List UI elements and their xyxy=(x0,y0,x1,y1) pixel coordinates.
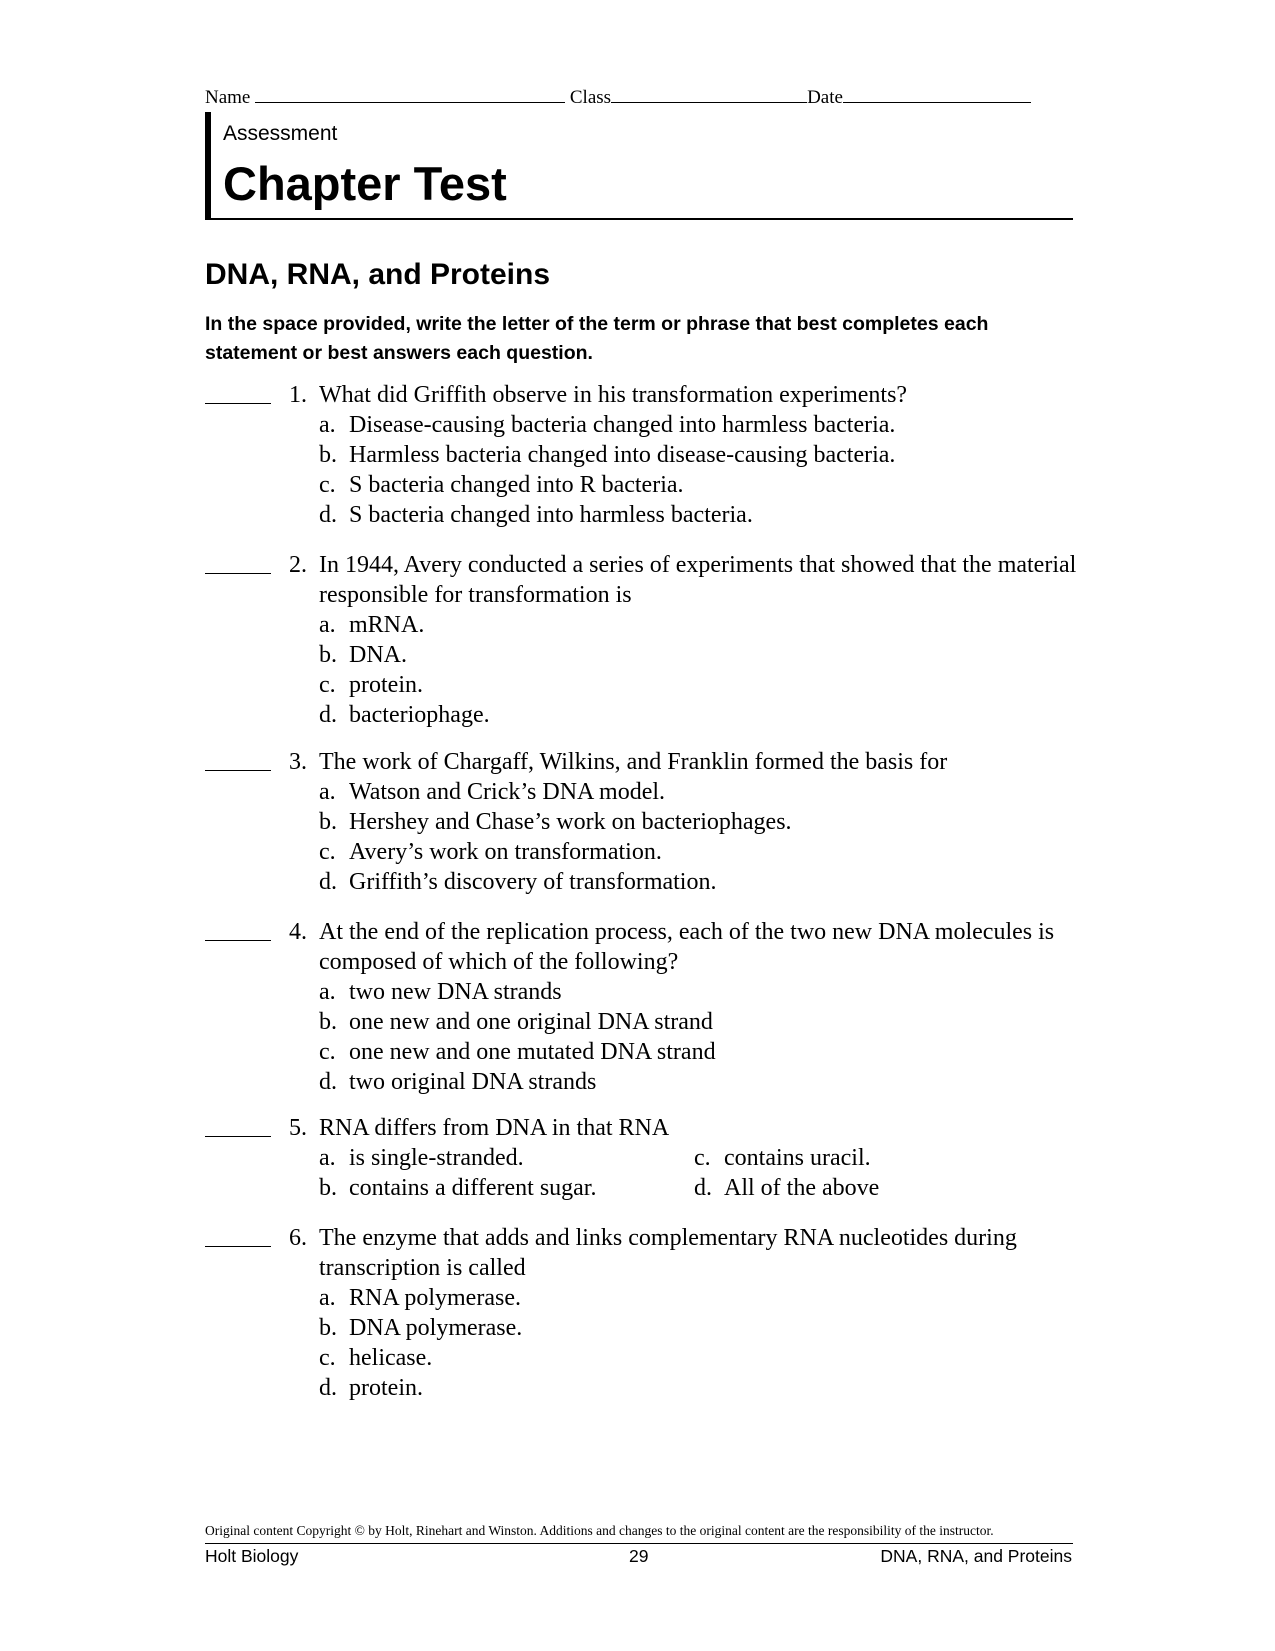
choice-text: is single-stranded. xyxy=(349,1145,524,1171)
choice-list xyxy=(319,1143,1069,1203)
choice-letter: d. xyxy=(319,502,337,528)
question-number: 5. xyxy=(289,1115,307,1141)
choice-item xyxy=(319,440,895,470)
choice-text: bacteriophage. xyxy=(349,702,490,728)
choice-text: All of the above xyxy=(724,1175,880,1201)
student-info-line xyxy=(205,86,1031,109)
date-label: Date xyxy=(807,87,843,108)
name-label: Name xyxy=(205,87,251,108)
choice-text: S bacteria changed into harmless bacteria. xyxy=(349,502,753,528)
question-number: 6. xyxy=(289,1225,307,1251)
class-label: Class xyxy=(569,87,612,108)
choice-item xyxy=(319,470,895,500)
choice-text: one new and one mutated DNA strand xyxy=(349,1039,716,1065)
choice-item xyxy=(694,1143,1069,1173)
choice-list xyxy=(319,977,716,1097)
question-text: The work of Chargaff, Wilkins, and Franklin formed the basis for xyxy=(319,749,948,775)
question-text: The enzyme that adds and links complementary RNA nucleotides during transcription is called xyxy=(319,1225,1017,1281)
choice-text: contains uracil. xyxy=(724,1145,871,1171)
choice-list xyxy=(319,1283,522,1403)
choice-text: mRNA. xyxy=(349,612,425,638)
choice-letter: a. xyxy=(319,1285,336,1311)
choice-item xyxy=(694,1173,1069,1203)
choice-letter: c. xyxy=(319,472,336,498)
choice-text: one new and one original DNA strand xyxy=(349,1009,713,1035)
choice-text: Watson and Crick’s DNA model. xyxy=(349,779,666,805)
choice-text: Griffith’s discovery of transformation. xyxy=(349,869,717,895)
choice-item xyxy=(319,1143,694,1173)
class-field[interactable] xyxy=(611,86,807,103)
choice-item xyxy=(319,670,490,700)
choice-letter: b. xyxy=(319,1175,337,1201)
choice-text: contains a different sugar. xyxy=(349,1175,597,1201)
choice-list xyxy=(319,610,490,730)
choice-text: DNA. xyxy=(349,642,407,668)
footer-chapter-title: DNA, RNA, and Proteins xyxy=(880,1546,1072,1566)
choice-list xyxy=(319,777,792,897)
choice-letter: a. xyxy=(319,1145,336,1171)
choice-letter: b. xyxy=(319,442,337,468)
page-title: Chapter Test xyxy=(223,157,507,210)
choice-list xyxy=(319,410,895,530)
question-text: What did Griffith observe in his transformation experiments? xyxy=(319,382,908,408)
date-field[interactable] xyxy=(843,86,1031,103)
choice-item xyxy=(319,410,895,440)
choice-item xyxy=(319,500,895,530)
question-text: RNA differs from DNA in that RNA xyxy=(319,1115,670,1141)
choice-letter: b. xyxy=(319,1009,337,1035)
choice-letter: d. xyxy=(319,1375,337,1401)
choice-letter: b. xyxy=(319,809,337,835)
choice-text: protein. xyxy=(349,672,423,698)
choice-item xyxy=(319,1007,716,1037)
choice-item xyxy=(319,1173,694,1203)
choice-letter: a. xyxy=(319,412,336,438)
question-number: 4. xyxy=(289,919,307,945)
choice-text: S bacteria changed into R bacteria. xyxy=(349,472,684,498)
choice-text: RNA polymerase. xyxy=(349,1285,521,1311)
choice-letter: a. xyxy=(319,612,336,638)
choice-letter: d. xyxy=(319,702,337,728)
section-heading: DNA, RNA, and Proteins xyxy=(205,258,551,291)
choice-letter: c. xyxy=(694,1145,711,1171)
choice-item xyxy=(319,1067,716,1097)
choice-item xyxy=(319,640,490,670)
choice-text: two original DNA strands xyxy=(349,1069,597,1095)
choice-text: Hershey and Chase’s work on bacteriophages. xyxy=(349,809,792,835)
choice-letter: c. xyxy=(319,1039,336,1065)
choice-item xyxy=(319,610,490,640)
question-text: At the end of the replication process, each of the two new DNA molecules is composed of which of the following? xyxy=(319,919,1055,975)
copyright-notice: Original content Copyright © by Holt, Rinehart and Winston. Additions and changes to the original content are the responsibility of the instructor. xyxy=(205,1523,994,1538)
instructions: In the space provided, write the letter of the term or phrase that best completes each statement or best answers each question. xyxy=(205,313,989,364)
title-block xyxy=(205,112,1073,220)
choice-text: Disease-causing bacteria changed into harmless bacteria. xyxy=(349,412,896,438)
choice-text: DNA polymerase. xyxy=(349,1315,523,1341)
choice-letter: c. xyxy=(319,1345,336,1371)
choice-item xyxy=(319,700,490,730)
choice-letter: d. xyxy=(319,869,337,895)
question-text: In 1944, Avery conducted a series of experiments that showed that the material responsible for transformation is xyxy=(319,552,1077,608)
question-number: 2. xyxy=(289,552,307,578)
assessment-label: Assessment xyxy=(223,122,338,145)
choice-item xyxy=(319,867,792,897)
choice-item xyxy=(319,807,792,837)
choice-item xyxy=(319,1037,716,1067)
choice-item xyxy=(319,1343,522,1373)
choice-item xyxy=(319,1313,522,1343)
choice-letter: d. xyxy=(319,1069,337,1095)
footer-book-title: Holt Biology xyxy=(205,1546,299,1566)
choice-text: helicase. xyxy=(349,1345,433,1371)
page-number: 29 xyxy=(629,1546,649,1566)
choice-letter: a. xyxy=(319,979,336,1005)
choice-text: two new DNA strands xyxy=(349,979,562,1005)
choice-letter: b. xyxy=(319,1315,337,1341)
choice-item xyxy=(319,837,792,867)
choice-letter: b. xyxy=(319,642,337,668)
choice-item xyxy=(319,977,716,1007)
choice-text: Avery’s work on transformation. xyxy=(349,839,662,865)
choice-item xyxy=(319,1373,522,1403)
choice-letter: c. xyxy=(319,839,336,865)
choice-letter: a. xyxy=(319,779,336,805)
footer-divider xyxy=(205,1543,1073,1544)
question-number: 1. xyxy=(289,382,307,408)
choice-letter: c. xyxy=(319,672,336,698)
choice-item xyxy=(319,1283,522,1313)
choice-text: protein. xyxy=(349,1375,423,1401)
choice-letter: d. xyxy=(694,1175,712,1201)
choice-text: Harmless bacteria changed into disease-causing bacteria. xyxy=(349,442,896,468)
name-field[interactable] xyxy=(255,86,565,103)
choice-item xyxy=(319,777,792,807)
question-number: 3. xyxy=(289,749,307,775)
